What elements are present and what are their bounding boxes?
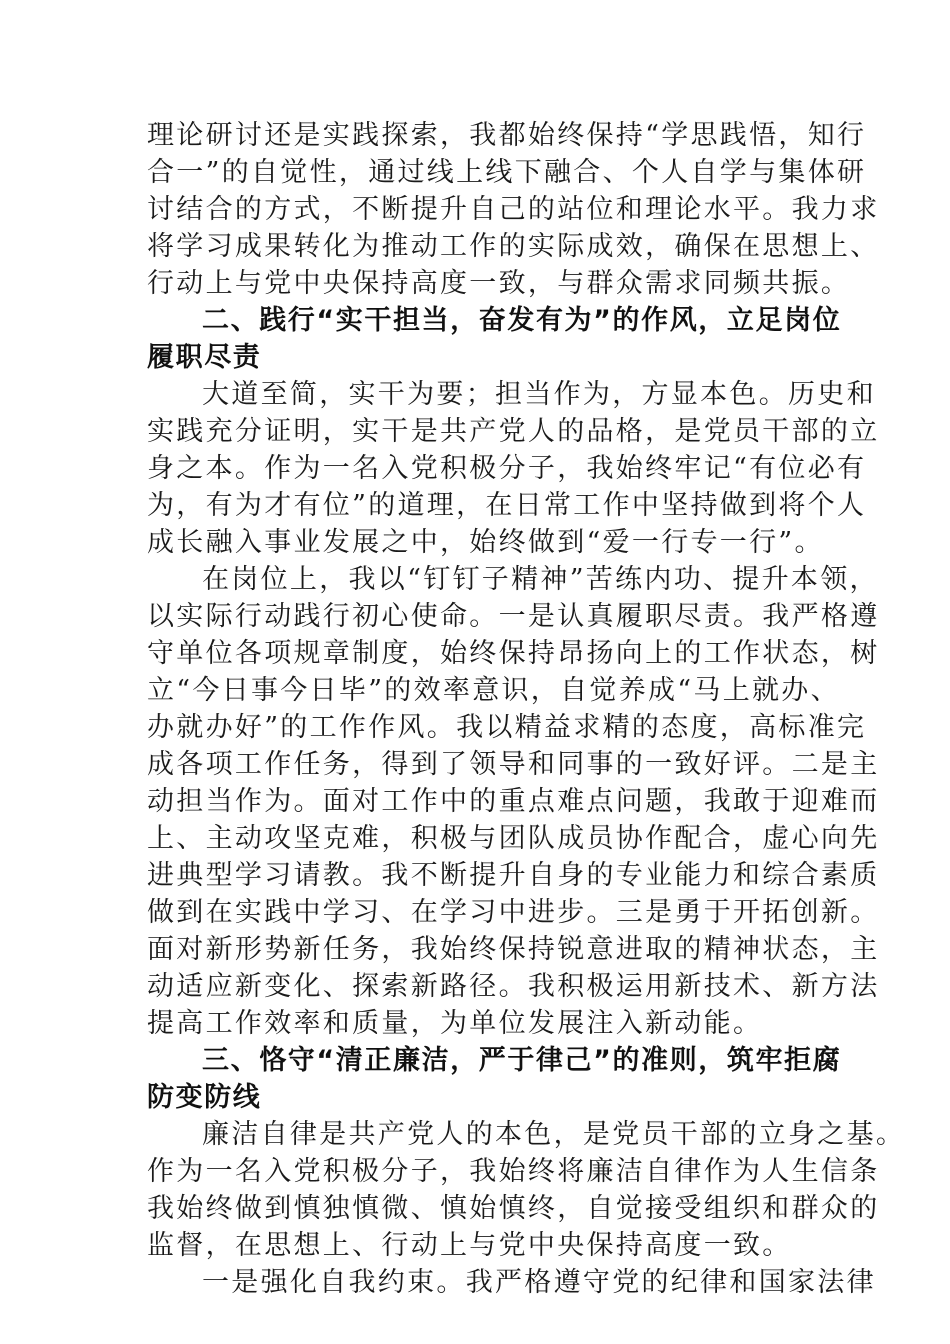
body-text-line: 作为一名入党积极分子，我始终将廉洁自律作为人生信条 — [147, 1156, 880, 1187]
body-text-line: 讨结合的方式，不断提升自己的站位和理论水平。我力求 — [147, 194, 880, 225]
paragraph-first-line: 大道至简，实干为要；担当作为，方显本色。历史和 — [202, 379, 876, 410]
section-heading-continued: 履职尽责 — [147, 342, 262, 373]
body-text-line: 合一”的自觉性，通过线上线下融合、个人自学与集体研 — [147, 157, 867, 188]
body-text-line: 面对新形势新任务，我始终保持锐意进取的精神状态，主 — [147, 934, 880, 965]
body-text-line: 成长融入事业发展之中，始终做到“爱一行专一行”。 — [147, 527, 824, 558]
body-text-line: 理论研讨还是实践探索，我都始终保持“学思践悟，知行 — [147, 120, 867, 151]
paragraph-first-line: 在岗位上，我以“钉钉子精神”苦练内功、提升本领， — [202, 564, 879, 595]
section-heading: 三、恪守“清正廉洁，严于律己”的准则，筑牢拒腐 — [202, 1045, 842, 1076]
body-text-line: 进典型学习请教。我不断提升自身的专业能力和综合素质 — [147, 860, 880, 891]
body-text-line: 为，有为才有位”的道理，在日常工作中坚持做到将个人 — [147, 490, 867, 521]
body-text-line: 办就办好”的工作作风。我以精益求精的态度，高标准完 — [147, 712, 867, 743]
body-text-line: 以实际行动践行初心使命。一是认真履职尽责。我严格遵 — [147, 601, 880, 632]
body-text-line: 行动上与党中央保持高度一致，与群众需求同频共振。 — [147, 268, 851, 299]
body-text-line: 守单位各项规章制度，始终保持昂扬向上的工作状态，树 — [147, 638, 880, 669]
body-text-line: 做到在实践中学习、在学习中进步。三是勇于开拓创新。 — [147, 897, 880, 928]
body-text-line: 将学习成果转化为推动工作的实际成效，确保在思想上、 — [147, 231, 880, 262]
body-text-line: 上、主动攻坚克难，积极与团队成员协作配合，虚心向先 — [147, 823, 880, 854]
section-heading-continued: 防变防线 — [147, 1082, 262, 1113]
body-text-line: 提高工作效率和质量，为单位发展注入新动能。 — [147, 1008, 763, 1039]
body-text-line: 身之本。作为一名入党积极分子，我始终牢记“有位必有 — [147, 453, 867, 484]
body-text-line: 实践充分证明，实干是共产党人的品格，是党员干部的立 — [147, 416, 880, 447]
body-text-line: 动适应新变化、探索新路径。我积极运用新技术、新方法 — [147, 971, 880, 1002]
body-text-line: 立“今日事今日毕”的效率意识，自觉养成“马上就办、 — [147, 675, 840, 706]
body-text-line: 监督，在思想上、行动上与党中央保持高度一致。 — [147, 1230, 792, 1261]
paragraph-first-line: 一是强化自我约束。我严格遵守党的纪律和国家法律 — [202, 1267, 876, 1298]
body-text-line: 我始终做到慎独慎微、慎始慎终，自觉接受组织和群众的 — [147, 1193, 880, 1224]
body-text-line: 成各项工作任务，得到了领导和同事的一致好评。二是主 — [147, 749, 880, 780]
section-heading: 二、践行“实干担当，奋发有为”的作风，立足岗位 — [202, 305, 842, 336]
body-text-line: 动担当作为。面对工作中的重点难点问题，我敢于迎难而 — [147, 786, 880, 817]
paragraph-first-line: 廉洁自律是共产党人的本色，是党员干部的立身之基。 — [202, 1119, 906, 1150]
